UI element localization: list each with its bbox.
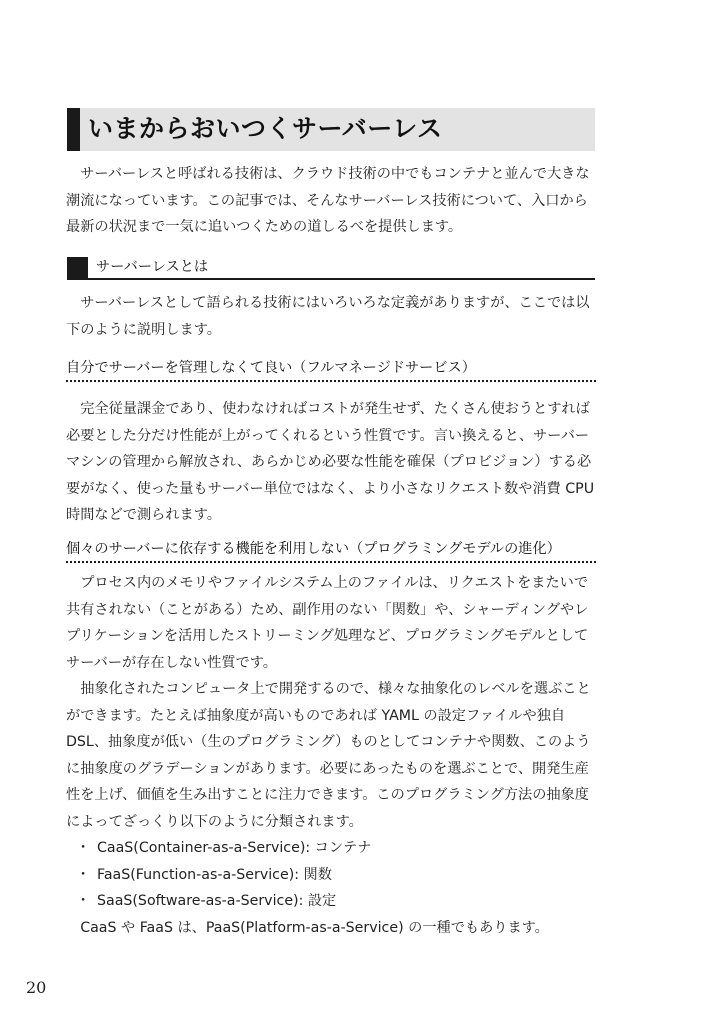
subsection-programming-body-block (66, 570, 600, 941)
list-item (66, 888, 600, 915)
section-heading-marker (67, 257, 88, 278)
subsection-managed-body: 完全従量課金であり、使わなければコストが発生せず、たくさん使おうとすれば必要とした分だけ性能が上がってくれるという性質です。言い換えると、サーバーマシンの管理から解放され、あらかじめ必要な性能を確保（プロビジョン）する必要がなく、使った量もサーバー単位ではなく、より小さなリクエスト数や消費 CPU 時間などで測られます。 (66, 401, 595, 523)
list-item-text: CaaS(Container-as-a-Service): コンテナ (97, 840, 372, 856)
subsection-heading-programming-text: 個々のサーバーに依存する機能を利用しない（プログラミングモデルの進化） (66, 541, 561, 557)
chapter-title-block (67, 108, 595, 151)
list-item-text: FaaS(Function-as-a-Service): 関数 (97, 866, 332, 883)
subsection-heading-programming (66, 539, 596, 563)
subsection-heading-managed-text: 自分でサーバーを管理しなくて良い（フルマネージドサービス） (66, 360, 476, 376)
list-item-text: SaaS(Software-as-a-Service): 設定 (97, 893, 337, 909)
page-number: 20 (26, 978, 47, 997)
intro-paragraph-block (66, 161, 600, 241)
bullet-mark: ・ (76, 893, 91, 909)
chapter-title-bar (67, 108, 80, 151)
section-body: サーバーレスとして語られる技術にはいろいろな定義がありますが、ここでは以下のように説明します。 (66, 295, 590, 338)
section-body-block (66, 290, 600, 343)
subsection-managed-body-block (66, 396, 600, 529)
subsection-heading-managed (66, 358, 596, 382)
list-item (66, 862, 600, 889)
chapter-title: いまからおいつくサーバーレス (88, 114, 443, 143)
section-heading (67, 257, 595, 280)
subsection-programming-closing: CaaS や FaaS は、PaaS(Platform-as-a-Service) の一種でもあります。 (80, 919, 549, 936)
subsection-programming-para2: 抽象化されたコンピュータ上で開発するので、様々な抽象化のレベルを選ぶことができます。たとえば抽象度が高いものであれば YAML の設定ファイルや独自 DSL、抽象度が低い（生のプログラミング）ものとしてコンテナや関数、このように抽象度のグラデーションがあります。必要にあったものを選ぶことで、開発生産性を上げ、価値を生み出すことに注力できます。このプログラミング方法の抽象度によってざっくり以下のように分類されます。 (66, 681, 591, 830)
section-heading-text: サーバーレスとは (96, 259, 209, 275)
bullet-mark: ・ (76, 866, 91, 883)
service-type-list (66, 835, 600, 915)
intro-paragraph: サーバーレスと呼ばれる技術は、クラウド技術の中でもコンテナと並んで大きな潮流になっています。この記事では、そんなサーバーレス技術について、入口から最新の状況まで一気に追いつくための道しるべを提供します。 (66, 166, 590, 235)
bullet-mark: ・ (76, 840, 91, 856)
list-item (66, 835, 600, 862)
subsection-programming-para1: プロセス内のメモリやファイルシステム上のファイルは、リクエストをまたいで共有されない（ことがある）ため、副作用のない「関数」や、シャーディングやレプリケーションを活用したストリーミング処理など、プログラミングモデルとしてサーバーが存在しない性質です。 (66, 575, 589, 671)
